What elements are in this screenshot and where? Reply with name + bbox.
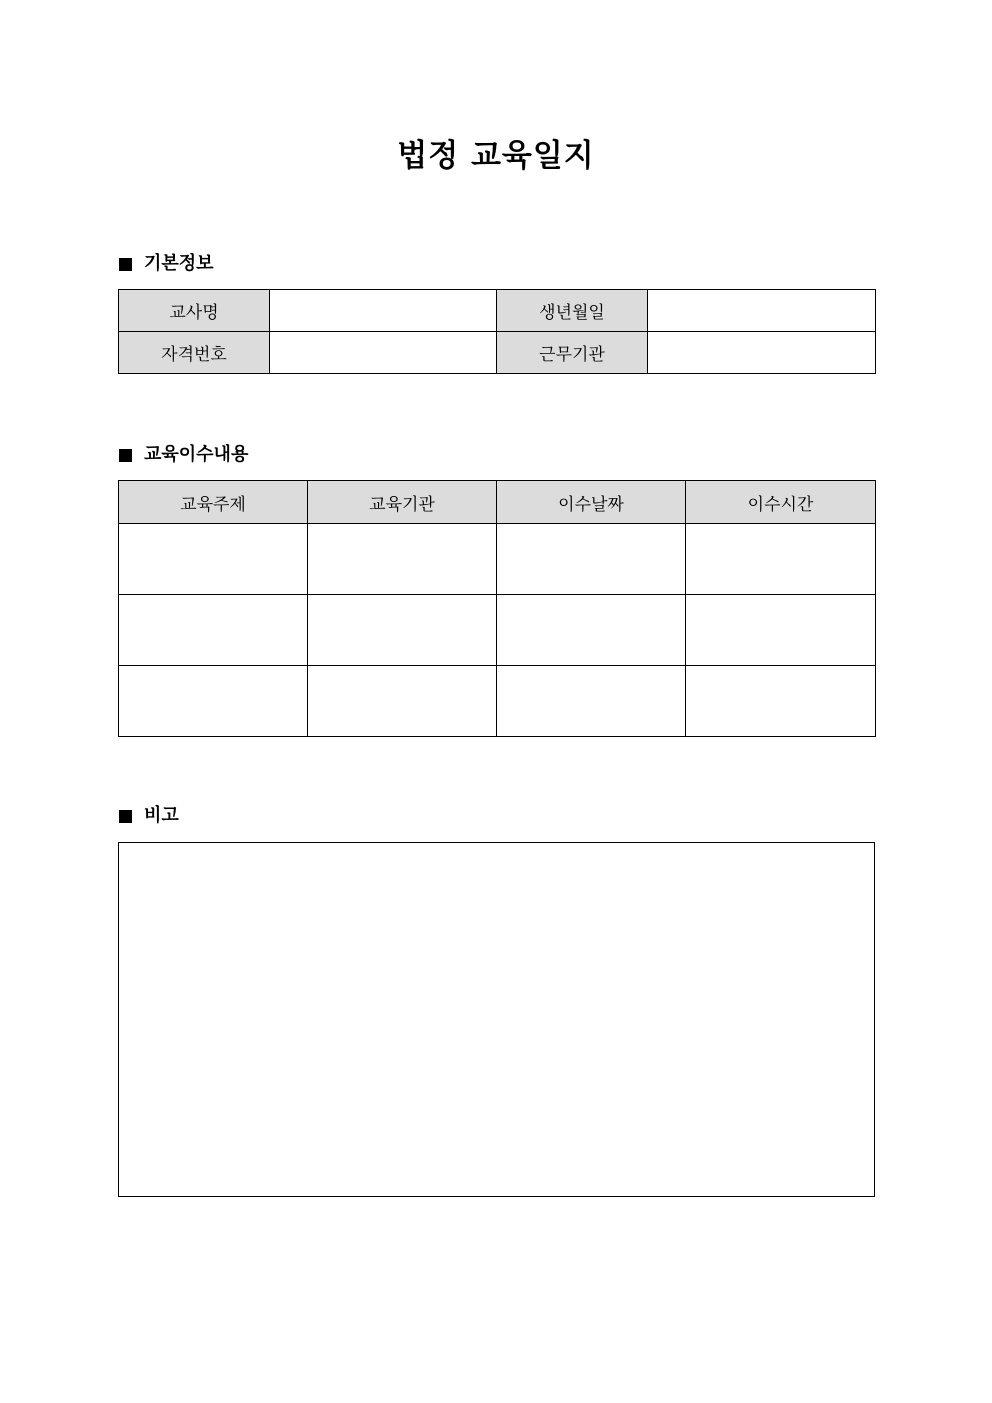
table-row — [119, 332, 876, 374]
course-topic-cell[interactable] — [119, 666, 308, 737]
column-header-topic: 교육주제 — [119, 481, 308, 524]
column-header-date: 이수날짜 — [497, 481, 686, 524]
square-bullet-icon — [119, 258, 132, 271]
section-heading-label: 기본정보 — [144, 253, 214, 274]
course-topic-cell[interactable] — [119, 524, 308, 595]
remarks-box[interactable] — [118, 842, 875, 1197]
course-date-cell[interactable] — [497, 524, 686, 595]
section-heading-basic-info — [119, 252, 214, 276]
square-bullet-icon — [119, 449, 132, 462]
table-row — [119, 666, 876, 737]
course-hours-cell[interactable] — [686, 524, 876, 595]
section-heading-course-completion — [119, 443, 248, 467]
column-header-hours: 이수시간 — [686, 481, 876, 524]
course-hours-cell[interactable] — [686, 595, 876, 666]
teacher-name-field[interactable] — [270, 290, 497, 332]
course-institution-cell[interactable] — [308, 595, 497, 666]
workplace-field[interactable] — [648, 332, 876, 374]
section-heading-label: 교육이수내용 — [144, 444, 249, 465]
license-number-field[interactable] — [270, 332, 497, 374]
table-header-row — [119, 481, 876, 524]
page-title: 법정 교육일지 — [397, 138, 595, 174]
license-number-label: 자격번호 — [119, 332, 270, 374]
birth-date-label: 생년월일 — [497, 290, 648, 332]
table-row — [119, 524, 876, 595]
birth-date-field[interactable] — [648, 290, 876, 332]
course-date-cell[interactable] — [497, 595, 686, 666]
basic-info-table — [118, 289, 876, 374]
table-row — [119, 290, 876, 332]
column-header-institution: 교육기관 — [308, 481, 497, 524]
teacher-name-label: 교사명 — [119, 290, 270, 332]
course-completion-table — [118, 480, 876, 737]
section-heading-remarks — [119, 804, 179, 828]
workplace-label: 근무기관 — [497, 332, 648, 374]
course-institution-cell[interactable] — [308, 524, 497, 595]
table-row — [119, 595, 876, 666]
course-hours-cell[interactable] — [686, 666, 876, 737]
section-heading-label: 비고 — [144, 805, 179, 826]
course-institution-cell[interactable] — [308, 666, 497, 737]
square-bullet-icon — [119, 810, 132, 823]
course-topic-cell[interactable] — [119, 595, 308, 666]
course-date-cell[interactable] — [497, 666, 686, 737]
